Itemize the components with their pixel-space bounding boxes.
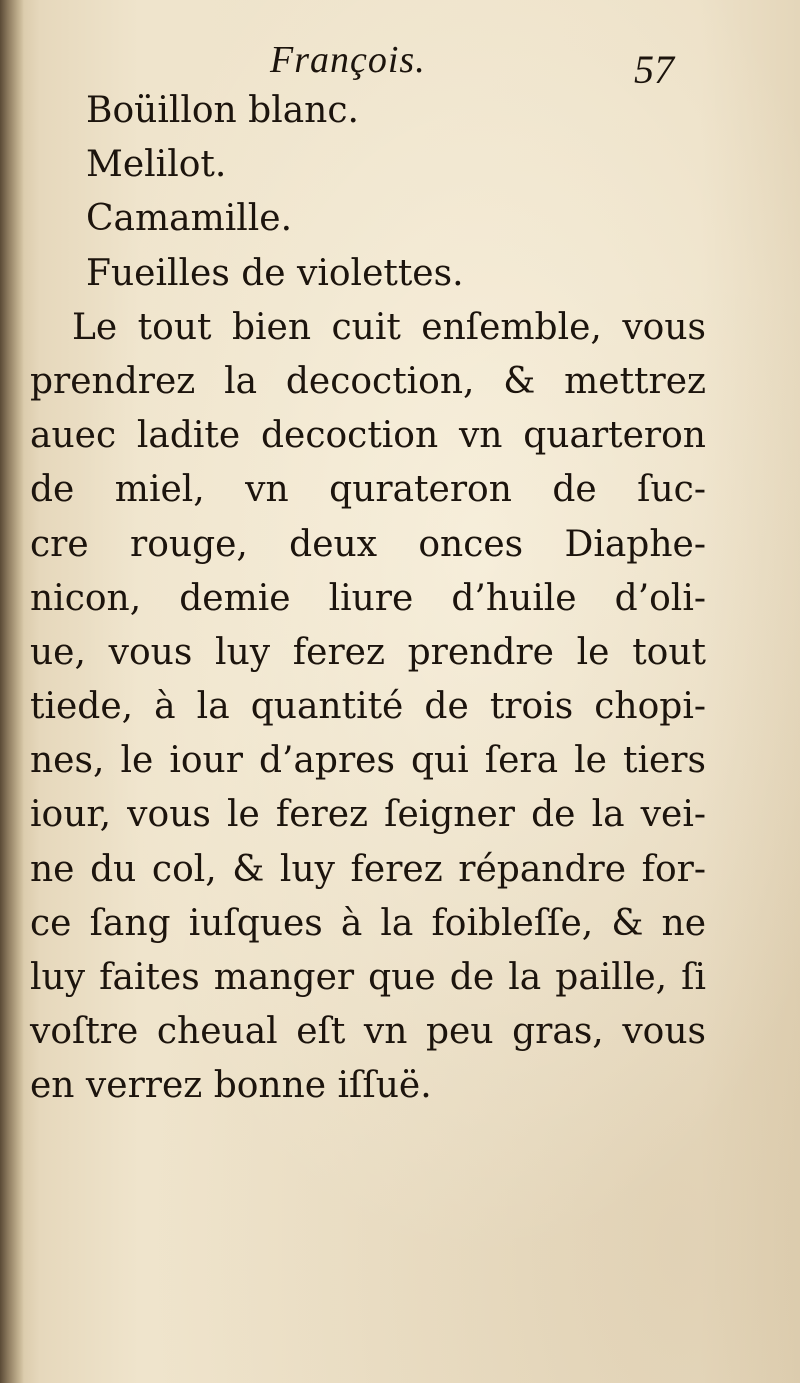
- list-item: Camamille.: [86, 198, 293, 240]
- paragraph-line: luy faites manger que de la paille, ſi: [30, 957, 706, 998]
- running-head: François.: [270, 39, 426, 81]
- text-block: [30, 84, 706, 1114]
- list-item: Melilot.: [86, 144, 227, 186]
- paragraph-line: prendrez la decoction, & mettrez: [30, 360, 706, 402]
- paragraph-line: de miel, vn qurateron de ſuc-: [30, 469, 706, 511]
- paragraph-line: auec ladite decoction vn quarteron: [30, 415, 706, 457]
- paragraph-line: nes, le iour d’apres qui ſera le tiers: [30, 740, 706, 782]
- paragraph-line: en verrez bonne iſſuë.: [30, 1065, 432, 1107]
- paragraph-line: iour, vous le ferez ſeigner de la vei-: [30, 794, 706, 836]
- paragraph-line: nicon, demie liure d’huile d’oli-: [30, 577, 706, 619]
- page-header: [0, 36, 800, 92]
- bleed-through-shadow: [380, 1105, 710, 1215]
- paragraph-line: tiede, à la quantité de trois chopi-: [30, 686, 706, 728]
- paragraph-line: Le tout bien cuit enſemble, vous: [72, 306, 706, 348]
- page-number: 57: [634, 47, 674, 92]
- binding-gutter-shadow: [0, 0, 24, 1383]
- list-item: Boüillon blanc.: [86, 90, 359, 131]
- paragraph-line: cre rouge, deux onces Diaphe-: [30, 523, 706, 565]
- paragraph-line: ue, vous luy ferez prendre le tout: [30, 631, 706, 673]
- paragraph-line: ne du col, & luy ferez répandre for-: [30, 848, 706, 890]
- paragraph-line: ce ſang iuſques à la foibleſſe, & ne: [30, 902, 706, 944]
- paragraph-line: voſtre cheual eſt vn peu gras, vous: [30, 1011, 706, 1053]
- list-item: Fueilles de violettes.: [86, 252, 464, 294]
